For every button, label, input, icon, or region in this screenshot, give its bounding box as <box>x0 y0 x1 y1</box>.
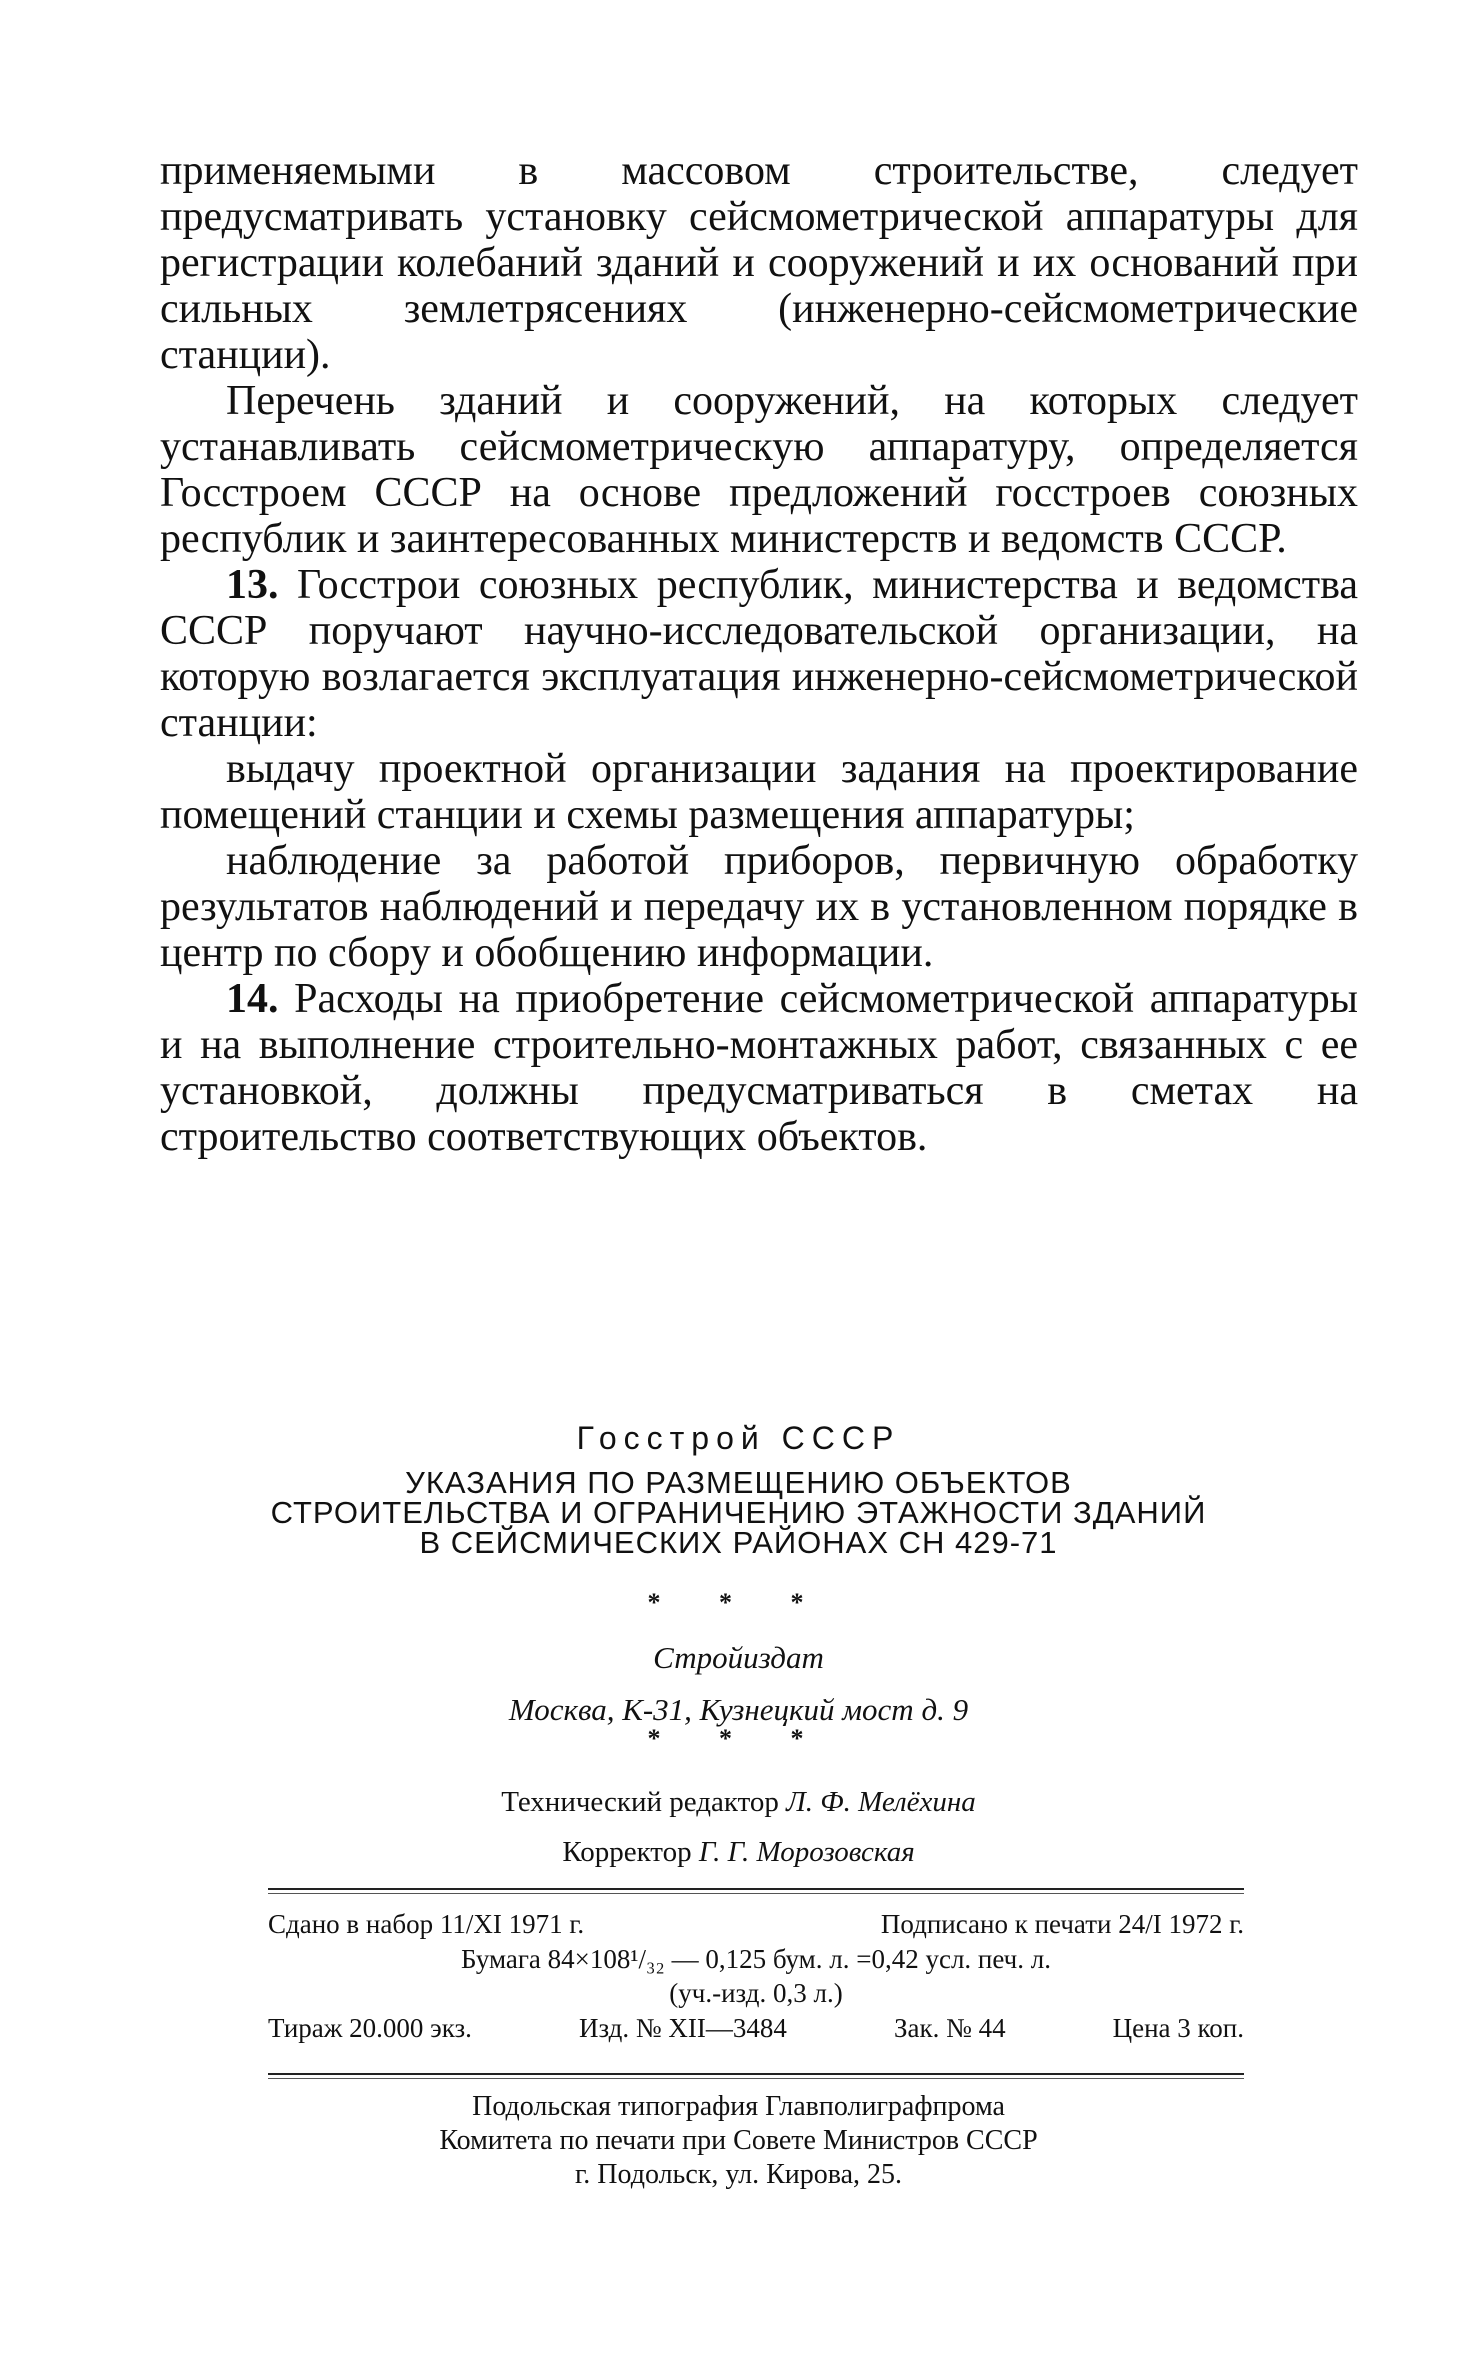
divider <box>268 1893 1244 1894</box>
technical-editor <box>0 1786 1477 1819</box>
title-line: СТРОИТЕЛЬСТВА И ОГРАНИЧЕНИЮ ЭТАЖНОСТИ ЗДАНИЙ <box>270 1495 1207 1530</box>
corrector <box>0 1836 1477 1869</box>
printer-line: Подольская типография Главполиграфпрома <box>472 2091 1005 2122</box>
printer-line: г. Подольск, ул. Кирова, 25. <box>574 2159 903 2190</box>
paragraph <box>160 562 1358 746</box>
clause-text: Расходы на приобретение сейсмометрической аппаратуры и на выполнение строительно-монтажных работ, связанных с ее установкой, должны предусматриваться в сметах на строительство соответствующих объектов. <box>160 976 1358 1160</box>
publisher-address: Москва, К-31, Кузнецкий мост д. 9 <box>508 1692 969 1727</box>
divider <box>268 2073 1244 2075</box>
edition-sheets: (уч.-изд. 0,3 л.) <box>669 1978 843 2008</box>
title-line: УКАЗАНИЯ ПО РАЗМЕЩЕНИЮ ОБЪЕКТОВ <box>405 1465 1072 1500</box>
book-title <box>0 1465 1477 1560</box>
signed-date: Подписано к печати 24/I 1972 г. <box>880 1909 1244 1939</box>
paragraph <box>160 976 1358 1160</box>
corrector-name: Г. Г. Морозовская <box>698 1836 915 1868</box>
divider <box>268 1888 1244 1890</box>
order-number: Зак. № 44 <box>893 2013 1006 2043</box>
star-separator: * * * <box>647 1588 830 1617</box>
paragraph: наблюдение за работой приборов, первичную обработку результатов наблюдений и передачу их в установленном порядке в центр по сбору и обобщению информации. <box>160 838 1358 976</box>
imprint-line <box>268 2012 1244 2045</box>
publishing-house: Стройиздат <box>653 1640 824 1675</box>
editor-name: Л. Ф. Мелёхина <box>786 1786 976 1818</box>
clause-number: 13. <box>226 562 279 608</box>
printer-line: Комитета по печати при Совете Министров СССР <box>439 2125 1038 2156</box>
publisher-name: Госстрой СССР <box>576 1420 901 1456</box>
paragraph: Перечень зданий и сооружений, на которых следует устанавливать сейсмометрическую аппаратуру, определяется Госстроем СССР на основе предложений госстроев союзных республик и заинтересованных министерств и ведомств СССР. <box>160 378 1358 562</box>
star-separator: * * * <box>647 1724 830 1753</box>
corrector-label: Корректор <box>562 1836 692 1868</box>
title-line: В СЕЙСМИЧЕСКИХ РАЙОНАХ СН 429-71 <box>419 1525 1058 1560</box>
clause-number: 14. <box>226 976 279 1022</box>
price: Цена 3 коп. <box>1112 2013 1244 2043</box>
editor-label: Технический редактор <box>501 1786 779 1818</box>
imprint-line <box>268 1908 1244 1941</box>
paper-info: Бумага 84×108¹/₃₂ — 0,125 бум. л. =0,42 усл. печ. л. <box>461 1944 1051 1974</box>
body-text <box>160 148 1358 1160</box>
typeset-date: Сдано в набор 11/XI 1971 г. <box>268 1909 585 1939</box>
print-run: Тираж 20.000 экз. <box>268 2013 472 2043</box>
divider <box>268 2078 1244 2079</box>
paragraph: применяемыми в массовом строительстве, следует предусматривать установку сейсмометрической аппаратуры для регистрации колебаний зданий и сооружений и их оснований при сильных землетрясениях (инженерно-сейсмометрические станции). <box>160 148 1358 378</box>
clause-text: Госстрои союзных республик, министерства и ведомства СССР поручают научно-исследовательской организации, на которую возлагается эксплуатация инженерно-сейсмометрической станции: <box>160 562 1358 746</box>
edition-number: Изд. № XII—3484 <box>578 2013 787 2043</box>
paragraph: выдачу проектной организации задания на проектирование помещений станции и схемы размещения аппаратуры; <box>160 746 1358 838</box>
